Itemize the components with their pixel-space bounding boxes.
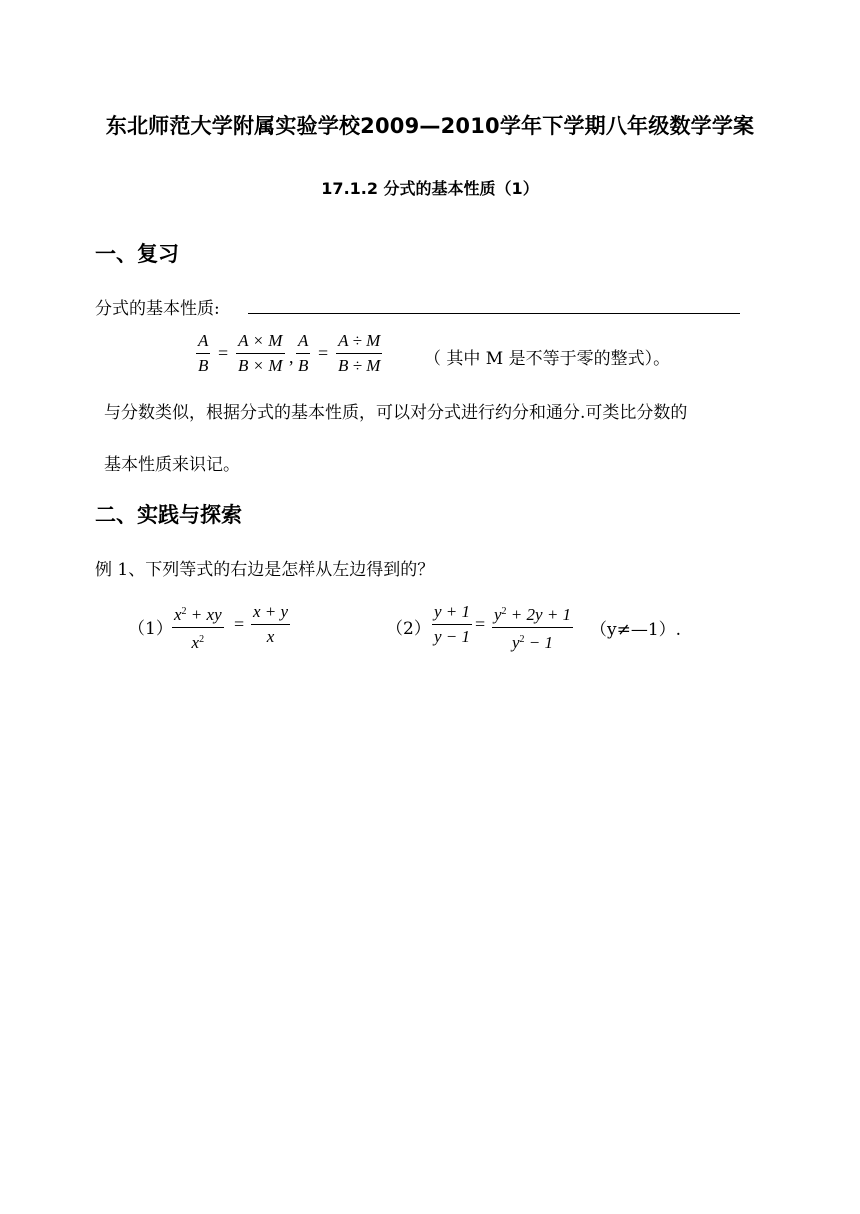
example-2-label: （2） bbox=[386, 619, 431, 639]
section-heading-review: 一、复习 bbox=[95, 242, 179, 266]
ex1-right-fraction: $\frac{x + y}{x}$ bbox=[253, 602, 289, 646]
property-label: 分式的基本性质: bbox=[95, 299, 220, 319]
comma: , bbox=[289, 347, 294, 367]
equals-sign: = bbox=[218, 343, 229, 363]
ex2-condition: （y≠—1）. bbox=[590, 620, 682, 640]
formula-note: （ 其中 M 是不等于零的整式）。 bbox=[424, 349, 671, 369]
fill-in-blank bbox=[248, 313, 740, 314]
document-title: 东北师范大学附属实验学校2009—2010学年下学期八年级数学学案 bbox=[105, 114, 755, 138]
paragraph-line-2: 基本性质来识记。 bbox=[104, 455, 240, 475]
section-heading-practice: 二、实践与探索 bbox=[95, 503, 242, 527]
lesson-subtitle: 17.1.2 分式的基本性质（1） bbox=[321, 179, 539, 198]
example-intro: 例 1、下列等式的右边是怎样从左边得到的？ bbox=[95, 560, 435, 580]
ex2-equals: = bbox=[475, 614, 486, 634]
fraction-times-m: $\frac{A \times M}{B \times M}$ bbox=[238, 331, 283, 375]
ex2-right-fraction: $\frac{y^2 + 2y + 1}{y^2 - 1}$ bbox=[492, 602, 573, 653]
ex1-left-fraction: $\frac{x^2 + xy}{x^2}$ bbox=[172, 602, 224, 653]
fraction-div-m: $\frac{A \div M}{B \div M}$ bbox=[338, 331, 381, 375]
fraction-a-over-b: $\frac{A}{B}$ bbox=[198, 331, 209, 375]
ex1-equals: = bbox=[234, 614, 245, 634]
equals-sign-2: = bbox=[318, 343, 329, 363]
example-1-label: （1） bbox=[128, 619, 173, 639]
paragraph-line-1: 与分数类似，根据分式的基本性质，可以对分式进行约分和通分.可类比分数的 bbox=[104, 403, 688, 423]
fraction-a-over-b-2: $\frac{A}{B}$ bbox=[298, 331, 309, 375]
ex2-left-fraction: $\frac{y + 1}{y - 1}$ bbox=[434, 602, 471, 646]
